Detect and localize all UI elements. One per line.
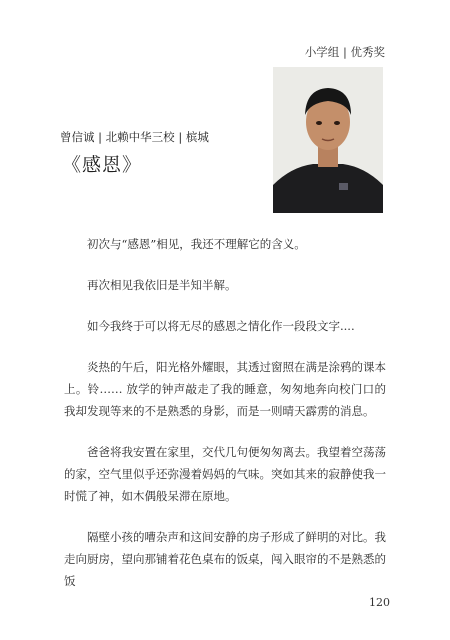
paragraph-3: 如今我终于可以将无尽的感恩之情化作一段段文字.... bbox=[87, 319, 355, 333]
page-number: 120 bbox=[369, 596, 390, 609]
essay-body bbox=[64, 233, 386, 588]
paragraph-1: 初次与“感恩”相见，我还不理解它的含义。 bbox=[87, 237, 306, 251]
author-portrait-image bbox=[273, 67, 383, 213]
paragraph-5: 爸爸将我安置在家里，交代几句便匆匆离去。我望着空荡荡的家，空气里似乎还弥漫着妈妈的气味。突如其来的寂静使我一时慌了神，如木偶般呆滞在原地。 bbox=[64, 445, 386, 503]
paragraph-6: 隔壁小孩的嘈杂声和这间安静的房子形成了鲜明的对比。我走向厨房，望向那铺着花色桌布的饭桌，闯入眼帘的不是熟悉的饭 bbox=[64, 530, 386, 588]
author-byline: 曾信诚 | 北赖中华三校 | 槟城 bbox=[60, 130, 209, 144]
paragraph-2: 再次相见我依旧是半知半解。 bbox=[87, 278, 237, 292]
essay-title: 《感恩》 bbox=[62, 154, 143, 176]
author-photo bbox=[273, 67, 383, 213]
paragraph-4: 炎热的午后，阳光格外耀眼，其透过窗照在满是涂鸦的课本上。铃…… 放学的钟声敲走了我的睡意，匆匆地奔向校门口的我却发现等来的不是熟悉的身影，而是一则晴天霹雳的消息。 bbox=[64, 360, 386, 418]
category-label: 小学组 | 优秀奖 bbox=[304, 45, 385, 59]
